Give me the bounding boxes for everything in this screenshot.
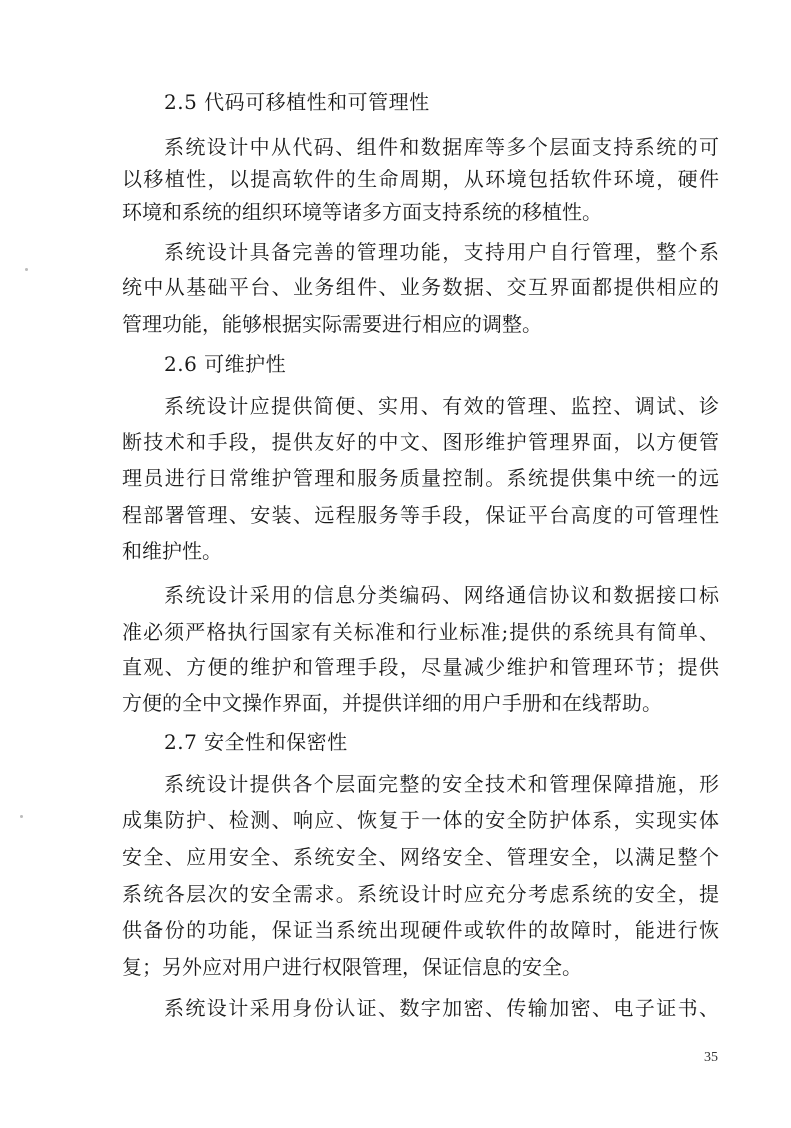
paragraph-line: 成集防护、检测、响应、恢复于一体的安全防护体系，实现实体 xyxy=(122,808,719,832)
scan-speck xyxy=(20,815,23,818)
paragraph-line: 统中从基础平台、业务组件、业务数据、交互界面都提供相应的 xyxy=(122,275,719,299)
paragraph-line: 理员进行日常维护管理和服务质量控制。系统提供集中统一的远 xyxy=(122,466,719,490)
paragraph-line: 系统设计应提供简便、实用、有效的管理、监控、调试、诊 xyxy=(164,394,719,418)
paragraph-line: 安全、应用安全、系统安全、网络安全、管理安全，以满足整个 xyxy=(122,845,719,869)
paragraph-line: 系统设计具备完善的管理功能，支持用户自行管理，整个系 xyxy=(164,240,719,264)
paragraph-line: 管理功能，能够根据实际需要进行相应的调整。 xyxy=(122,312,542,336)
paragraph-line: 供备份的功能，保证当系统出现硬件或软件的故障时，能进行恢 xyxy=(122,918,719,942)
paragraph-line: 系统设计提供各个层面完整的安全技术和管理保障措施，形 xyxy=(164,772,719,796)
paragraph-line: 环境和系统的组织环境等诸多方面支持系统的移植性。 xyxy=(122,200,602,224)
paragraph-line: 系统设计采用身份认证、数字加密、传输加密、电子证书、 xyxy=(164,996,719,1020)
section-heading-2-7: 2.7 安全性和保密性 xyxy=(164,730,348,754)
scan-speck xyxy=(25,268,28,271)
paragraph-line: 复；另外应对用户进行权限管理，保证信息的安全。 xyxy=(122,955,582,979)
paragraph-line: 系统设计采用的信息分类编码、网络通信协议和数据接口标 xyxy=(164,583,719,607)
page-number: 35 xyxy=(704,1050,718,1065)
paragraph-line: 以移植性，以提高软件的生命周期，从环境包括软件环境，硬件 xyxy=(122,167,719,191)
paragraph-line: 方便的全中文操作界面，并提供详细的用户手册和在线帮助。 xyxy=(122,691,662,715)
paragraph-line: 系统各层次的安全需求。系统设计时应充分考虑系统的安全，提 xyxy=(122,882,719,906)
paragraph-line: 直观、方便的维护和管理手段，尽量减少维护和管理环节；提供 xyxy=(122,655,719,679)
paragraph-line: 系统设计中从代码、组件和数据库等多个层面支持系统的可 xyxy=(164,135,719,159)
paragraph-line: 准必须严格执行国家有关标准和行业标准;提供的系统具有简单、 xyxy=(122,620,719,644)
section-heading-2-5: 2.5 代码可移植性和可管理性 xyxy=(164,90,430,114)
paragraph-line: 程部署管理、安装、远程服务等手段，保证平台高度的可管理性 xyxy=(122,503,719,527)
paragraph-line: 和维护性。 xyxy=(122,539,222,563)
section-heading-2-6: 2.6 可维护性 xyxy=(164,352,287,376)
paragraph-line: 断技术和手段，提供友好的中文、图形维护管理界面，以方便管 xyxy=(122,430,719,454)
